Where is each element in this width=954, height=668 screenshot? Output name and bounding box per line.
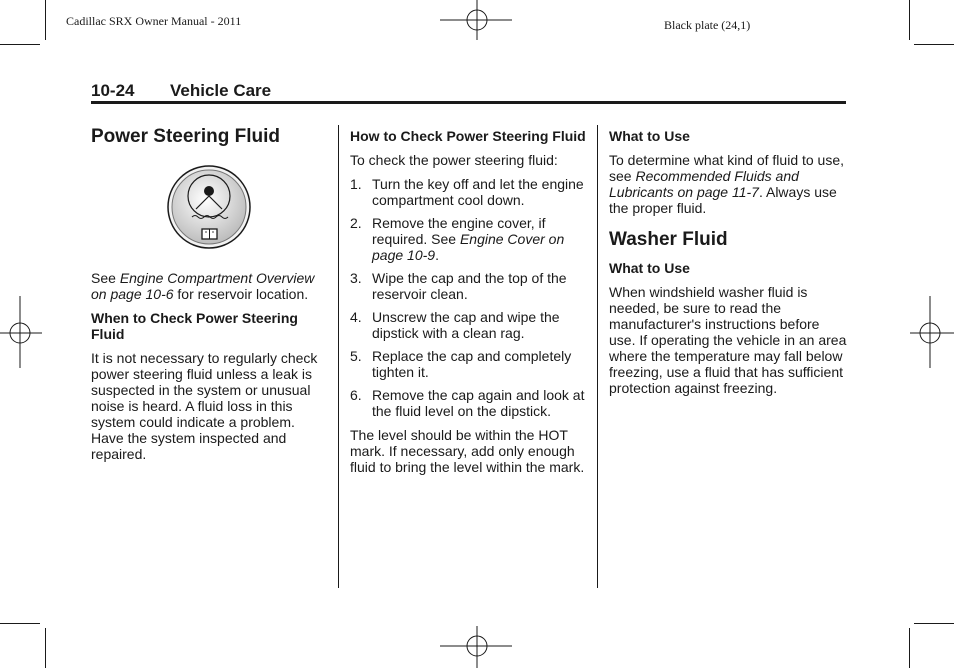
- header-rule: [91, 101, 846, 104]
- section-number: 10-24: [91, 81, 135, 100]
- see-reference: See Engine Compartment Overview on page 10-6 for reservoir location.: [91, 270, 315, 302]
- plate-label: Black plate (24,1): [664, 18, 751, 32]
- crop-mark: [0, 623, 40, 624]
- list-item: 5. Replace the cap and completely tighten it.: [350, 348, 572, 380]
- list-item: 6. Remove the cap again and look at the fluid level on the dipstick.: [350, 387, 585, 419]
- power-steering-title: Power Steering Fluid: [91, 126, 280, 147]
- list-item: 2. Remove the engine cover, if required. See Engine Cover on page 10-9.: [350, 215, 565, 263]
- manual-title: Cadillac SRX Owner Manual - 2011: [66, 14, 242, 28]
- list-item: 4. Unscrew the cap and wipe the dipstick with a clean rag.: [350, 309, 560, 341]
- washer-fluid-text: When windshield washer fluid is needed, be sure to read the manufacturer's instructions before use. If operating the vehicle in an area where the temperature may fall below freezing, use a fluid that has sufficient protection against freezing.: [609, 284, 847, 396]
- crop-mark: [909, 628, 910, 668]
- what-to-use-text: To determine what kind of fluid to use, see Recommended Fluids and Lubricants on page 11-7. Always use the proper fluid.: [609, 152, 845, 216]
- column-divider: [597, 125, 598, 588]
- what-to-use-heading: What to Use: [609, 128, 690, 144]
- column-divider: [338, 125, 339, 588]
- power-steering-fluid-icon: [166, 164, 252, 250]
- engine-cover-link[interactable]: Engine Cover on page 10-9: [372, 231, 565, 263]
- power-steering-icon-wrap: [91, 164, 331, 256]
- crop-mark: [909, 0, 910, 40]
- check-steps-list: [350, 176, 590, 419]
- registration-mark-right: [910, 296, 954, 372]
- engine-compartment-link[interactable]: Engine Compartment Overview on page 10-6: [91, 270, 315, 302]
- how-to-check-intro: To check the power steering fluid:: [350, 152, 558, 168]
- column-3: [609, 128, 849, 404]
- column-1: [91, 126, 331, 470]
- list-item: 3. Wipe the cap and the top of the reservoir clean.: [350, 270, 567, 302]
- crop-mark: [914, 44, 954, 45]
- registration-mark-bottom: [440, 626, 516, 668]
- crop-mark: [45, 628, 46, 668]
- washer-what-to-use-heading: What to Use: [609, 260, 690, 276]
- list-item: 1. Turn the key off and let the engine compartment cool down.: [350, 176, 584, 208]
- recommended-fluids-link[interactable]: Recommended Fluids and Lubricants on page 11-7: [609, 168, 799, 200]
- when-to-check-text: It is not necessary to regularly check power steering fluid unless a leak is suspected in the system or unusual noise is heard. A fluid loss in this system could indicate a problem. Have the system inspected and repaired.: [91, 350, 318, 462]
- column-2: [350, 128, 590, 483]
- washer-fluid-title: Washer Fluid: [609, 229, 728, 250]
- crop-mark: [45, 0, 46, 40]
- registration-mark-top: [440, 0, 516, 44]
- registration-mark-left: [0, 296, 44, 372]
- level-text: The level should be within the HOT mark. If necessary, add only enough fluid to bring the level within the mark.: [350, 427, 585, 475]
- crop-mark: [0, 44, 40, 45]
- crop-mark: [914, 623, 954, 624]
- section-title: Vehicle Care: [170, 81, 272, 100]
- how-to-check-heading: How to Check Power Steering Fluid: [350, 128, 586, 144]
- when-to-check-heading: When to Check Power Steering Fluid: [91, 310, 298, 342]
